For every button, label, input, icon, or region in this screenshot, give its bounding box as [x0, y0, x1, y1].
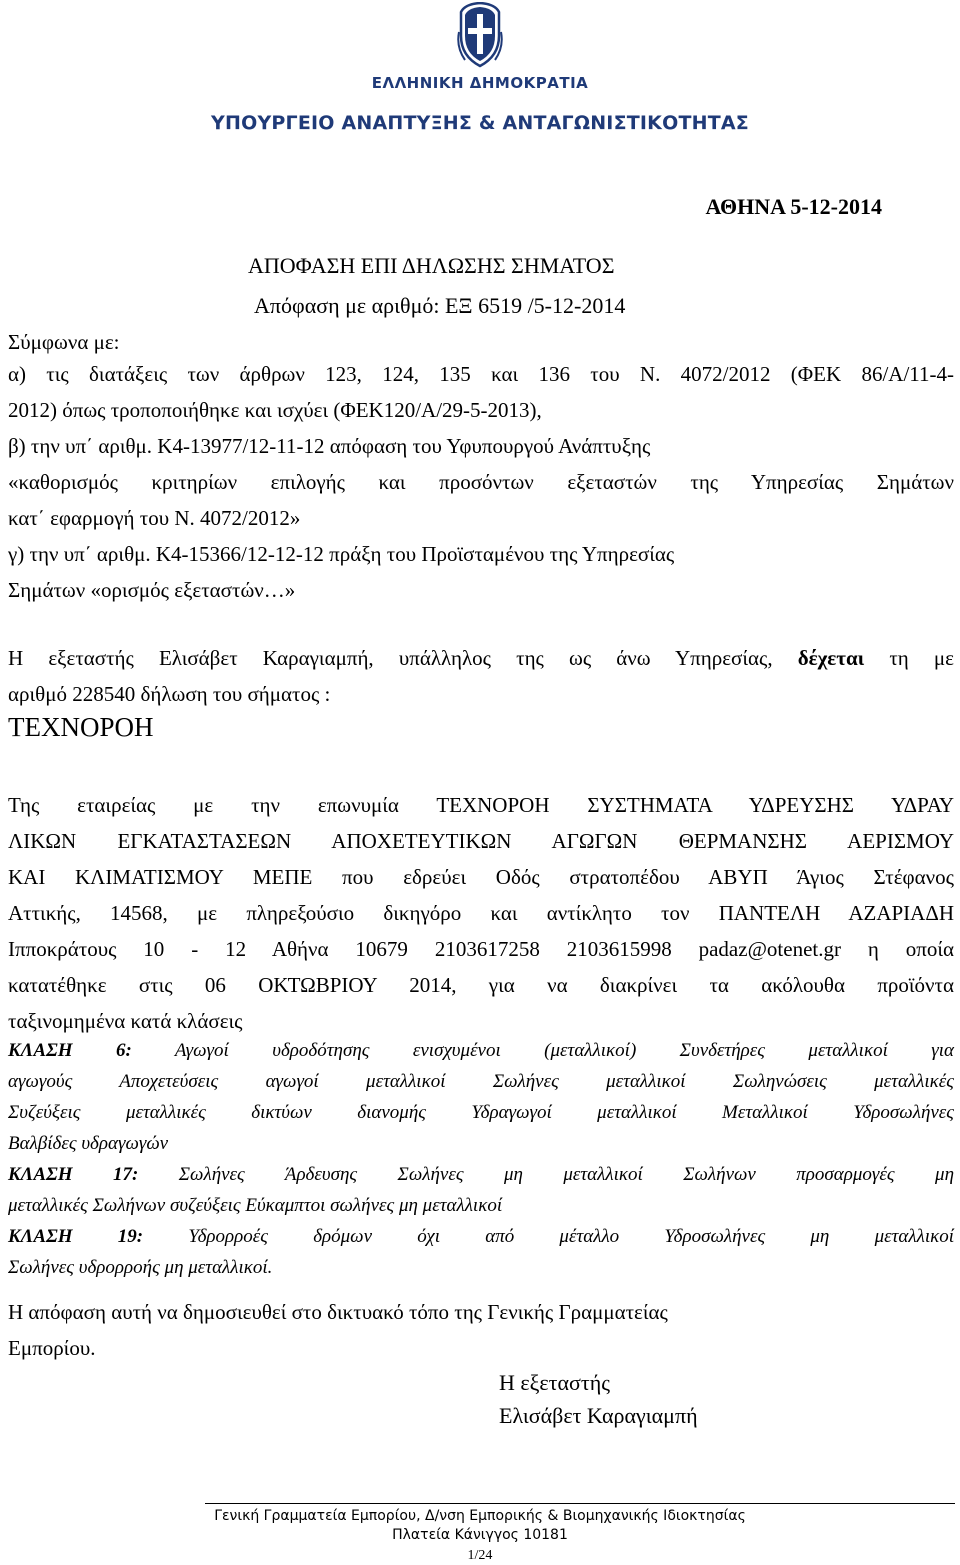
preamble-b-line: β) την υπ΄ αριθμ. Κ4-13977/12-11-12 απόφαση του Υφυπουργού Ανάπτυξης: [8, 434, 651, 458]
document-date: ΑΘΗΝΑ 5-12-2014: [705, 194, 882, 219]
document-title: ΑΠΟΦΑΣΗ ΕΠΙ ΔΗΛΩΣΗΣ ΣΗΜΑΤΟΣ: [248, 253, 615, 278]
preamble-b-line: «καθορισμός κριτηρίων επιλογής και προσόντων εξεταστών της Υπηρεσίας Σημάτων: [8, 470, 954, 494]
class-6-line: αγωγούς Αποχετεύσεις αγωγοί μεταλλικοί Σωλήνες μεταλλικοί Σωληνώσεις μεταλλικές: [8, 1071, 954, 1092]
decision-number: Απόφαση με αριθμό: ΕΞ 6519 /5-12-2014: [254, 293, 626, 318]
class-19-line: Σωλήνες υδρορροής μη μεταλλικοί.: [8, 1257, 273, 1278]
acceptance-text: Η εξεταστής Ελισάβετ Καραγιαμπή, υπάλληλος της ως άνω Υπηρεσίας,: [8, 646, 798, 670]
class-6-line: Συζεύξεις μεταλλικές δικτύων διανομής Υδραγωγοί μεταλλικοί Μεταλλικοί Υδροσωλήνες: [8, 1102, 954, 1123]
applicant-line: ταξινομημένα κατά κλάσεις: [8, 1009, 243, 1033]
footer-address: Πλατεία Κάνιγγος 10181: [392, 1527, 568, 1543]
republic-heading: ΕΛΛΗΝΙΚΗ ΔΗΜΟΚΡΑΤΙΑ: [371, 74, 589, 92]
applicant-line: Της εταιρείας με την επωνυμία ΤΕΧΝΟΡΟΗ ΣΥΣΤΗΜΑΤΑ ΥΔΡΕΥΣΗΣ ΥΔΡΑΥ: [8, 793, 954, 817]
signature-name: Ελισάβετ Καραγιαμπή: [499, 1403, 698, 1428]
class-6-line: [8, 1035, 954, 1066]
page-number: 1/24: [467, 1548, 493, 1563]
accepts-word: δέχεται: [797, 646, 865, 670]
class-label: ΚΛΑΣΗ 17:: [8, 1164, 139, 1185]
class-label: ΚΛΑΣΗ 19:: [8, 1226, 144, 1247]
class-text: Αγωγοί υδροδότησης ενισχυμένοι (μεταλλικοί) Συνδετήρες μεταλλικοί για: [131, 1040, 954, 1061]
applicant-line: Αττικής, 14568, με πληρεξούσιο δικηγόρο και αντίκλητο τον ΠΑΝΤΕΛΗ ΑΖΑΡΙΑΔΗ: [8, 901, 954, 925]
class-17-line: [8, 1159, 954, 1190]
class-label: ΚΛΑΣΗ 6:: [8, 1040, 132, 1061]
preamble-c-line: Σημάτων «ορισμός εξεταστών…»: [8, 578, 296, 602]
class-17-line: μεταλλικές Σωλήνων συζεύξεις Εύκαμπτοι σωλήνες μη μεταλλικοί: [8, 1195, 503, 1216]
trademark-name: ΤΕΧΝΟΡΟΗ: [8, 712, 154, 742]
acceptance-paragraph: [8, 640, 954, 712]
footer-divider: [205, 1503, 955, 1504]
acceptance-line: αριθμό 228540 δήλωση του σήματος :: [8, 682, 331, 706]
class-text: Σωλήνες Άρδευσης Σωλήνες μη μεταλλικοί Σωλήνων προσαρμογές μη: [138, 1164, 955, 1185]
ministry-heading: ΥΠΟΥΡΓΕΙΟ ΑΝΑΠΤΥΞΗΣ & ΑΝΤΑΓΩΝΙΣΤΙΚΟΤΗΤΑΣ: [211, 112, 749, 134]
greek-coat-of-arms-icon: [455, 2, 505, 68]
acceptance-line: [8, 640, 954, 676]
signature-role: Η εξεταστής: [499, 1370, 610, 1395]
preamble-a-line: α) τις διατάξεις των άρθρων 123, 124, 135 και 136 του Ν. 4072/2012 (ΦΕΚ 86/Α/11-4-: [8, 362, 954, 386]
preamble-b-line: κατ΄ εφαρμογή του Ν. 4072/2012»: [8, 506, 301, 530]
acceptance-text: τη με: [864, 646, 954, 670]
publication-line: Εμπορίου.: [8, 1336, 96, 1360]
footer-department: Γενική Γραμματεία Εμπορίου, Δ/νση Εμπορικής & Βιομηχανικής Ιδιοκτησίας: [214, 1508, 746, 1524]
applicant-paragraph: [8, 787, 954, 1039]
preamble-a-line: 2012) όπως τροποποιήθηκε και ισχύει (ΦΕΚ120/Α/29-5-2013),: [8, 398, 542, 422]
preamble-intro: Σύμφωνα με:: [8, 330, 120, 354]
preamble-c-line: γ) την υπ΄ αριθμ. Κ4-15366/12-12-12 πράξη του Προϊσταμένου της Υπηρεσίας: [8, 542, 675, 566]
preamble-body: [8, 356, 954, 608]
publication-paragraph: [8, 1294, 954, 1366]
class-6-line: Βαλβίδες υδραγωγών: [8, 1133, 169, 1154]
applicant-line: Ιπποκράτους 10 - 12 Αθήνα 10679 2103617258 2103615998 padaz@otenet.gr η οποία: [8, 937, 954, 961]
classes-list: [8, 1035, 954, 1283]
class-19-line: [8, 1221, 954, 1252]
applicant-line: κατατέθηκε στις 06 ΟΚΤΩΒΡΙΟΥ 2014, για να διακρίνει τα ακόλουθα προϊόντα: [8, 973, 954, 997]
publication-line: Η απόφαση αυτή να δημοσιευθεί στο δικτυακό τόπο της Γενικής Γραμματείας: [8, 1300, 668, 1324]
class-text: Υδρορροές δρόμων όχι από μέταλλο Υδροσωλήνες μη μεταλλικοί: [143, 1226, 955, 1247]
applicant-line: ΛΙΚΩΝ ΕΓΚΑΤΑΣΤΑΣΕΩΝ ΑΠΟΧΕΤΕΥΤΙΚΩΝ ΑΓΩΓΩΝ ΘΕΡΜΑΝΣΗΣ ΑΕΡΙΣΜΟΥ: [8, 829, 954, 853]
applicant-line: ΚΑΙ ΚΛΙΜΑΤΙΣΜΟΥ ΜΕΠΕ που εδρεύει Οδός στρατοπέδου ΑΒΥΠ Άγιος Στέφανος: [8, 865, 954, 889]
